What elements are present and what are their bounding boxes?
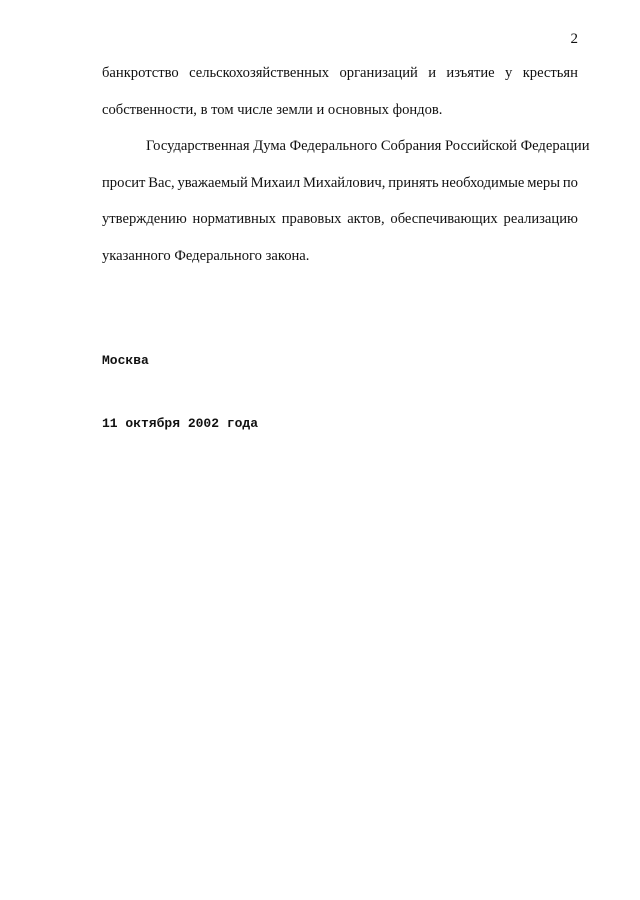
word: утверждению bbox=[102, 211, 187, 227]
word: Вас, bbox=[148, 174, 175, 191]
word: уважаемый bbox=[177, 174, 248, 191]
word: обеспечивающих bbox=[390, 211, 498, 227]
paragraph-2-line-4: указанного Федерального закона. bbox=[102, 247, 310, 264]
paragraph-1-line-1 bbox=[102, 55, 578, 92]
word: и bbox=[428, 65, 437, 81]
word: Михайлович, bbox=[302, 174, 386, 191]
word: реализацию bbox=[503, 211, 578, 227]
word: у bbox=[505, 65, 513, 81]
word: сельскохозяйственных bbox=[189, 65, 330, 81]
word: меры bbox=[527, 174, 561, 191]
word: изъятие bbox=[446, 65, 495, 81]
word: организаций bbox=[339, 65, 418, 81]
word: просит bbox=[102, 174, 146, 191]
signature-block bbox=[102, 308, 258, 476]
word: нормативных bbox=[192, 211, 276, 227]
word: правовых bbox=[281, 211, 342, 227]
word: принять bbox=[388, 174, 439, 191]
word: Михаил bbox=[250, 174, 301, 191]
word: по bbox=[562, 174, 578, 191]
paragraph-2-line-2 bbox=[102, 165, 578, 202]
word: актов, bbox=[347, 211, 385, 227]
signature-city: Москва bbox=[102, 353, 149, 368]
word: необходимые bbox=[441, 174, 525, 191]
paragraph-2-line-1: Государственная Дума Федерального Собрания Российской Федерации bbox=[146, 138, 590, 154]
signature-date: 11 октября 2002 года bbox=[102, 416, 259, 431]
document-body bbox=[102, 55, 590, 274]
page-number: 2 bbox=[570, 31, 578, 47]
paragraph-1-line-2: собственности, в том числе земли и основных фондов. bbox=[102, 101, 443, 118]
paragraph-2-line-3 bbox=[102, 201, 578, 238]
word: крестьян bbox=[522, 65, 578, 81]
word: банкротство bbox=[102, 65, 179, 81]
